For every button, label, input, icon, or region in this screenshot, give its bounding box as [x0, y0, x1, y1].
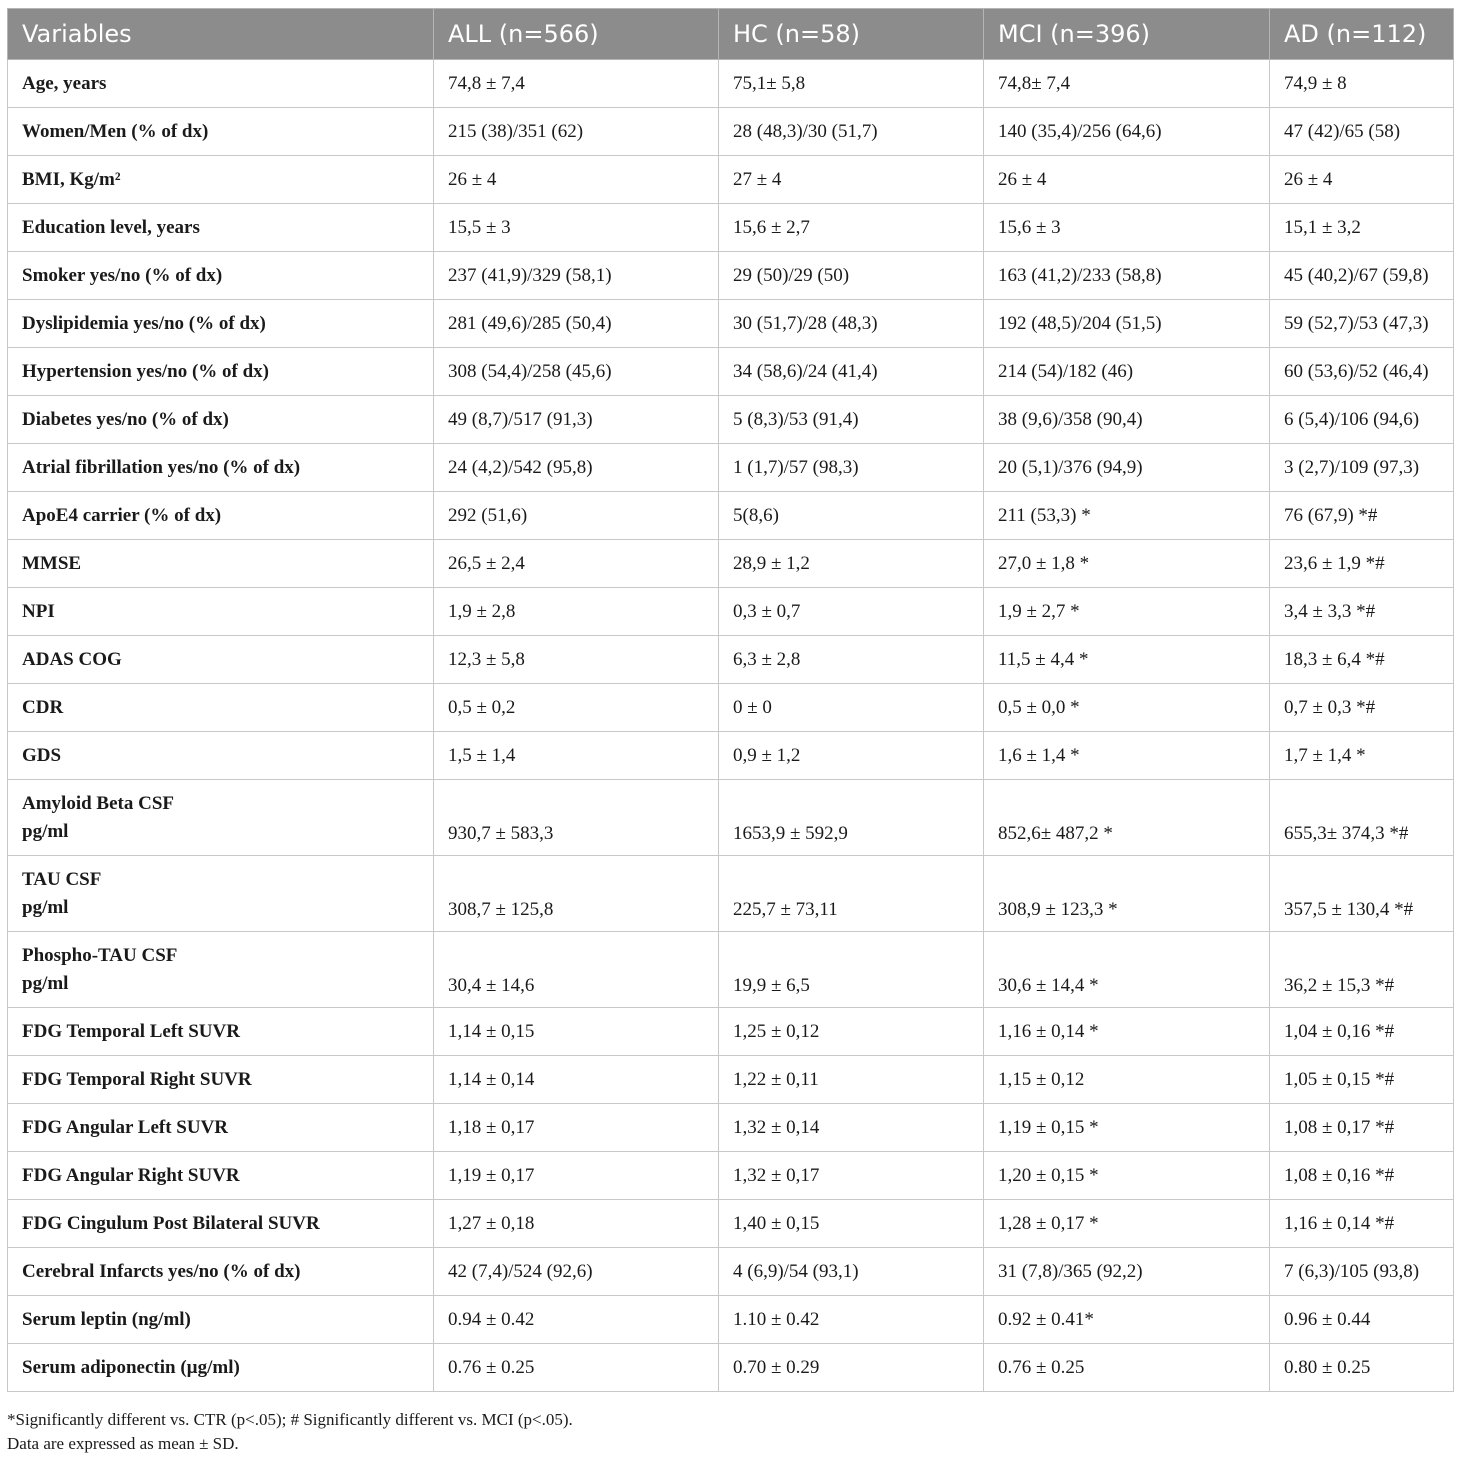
table-row: [8, 444, 1454, 492]
cell-hc: 5(8,6): [719, 492, 984, 540]
cell-ad: 74,9 ± 8: [1270, 60, 1454, 108]
cell-mci: 1,28 ± 0,17 *: [984, 1200, 1270, 1248]
row-label-text: FDG Angular Right SUVR: [22, 1164, 240, 1186]
cell-hc: 5 (8,3)/53 (91,4): [719, 396, 984, 444]
table-row: [8, 252, 1454, 300]
row-label-text: FDG Cingulum Post Bilateral SUVR: [22, 1212, 320, 1234]
cell-hc: 1,32 ± 0,14: [719, 1104, 984, 1152]
table-header: [8, 9, 1454, 60]
cell-hc: 1,25 ± 0,12: [719, 1008, 984, 1056]
cell-hc: 34 (58,6)/24 (41,4): [719, 348, 984, 396]
header-ad: AD (n=112): [1270, 9, 1454, 60]
table-row: [8, 1344, 1454, 1392]
row-label-text: ADAS COG: [22, 648, 122, 670]
cell-hc: 15,6 ± 2,7: [719, 204, 984, 252]
table-row: [8, 492, 1454, 540]
cell-hc: 28 (48,3)/30 (51,7): [719, 108, 984, 156]
cell-hc: 30 (51,7)/28 (48,3): [719, 300, 984, 348]
cell-mci: 0.76 ± 0.25: [984, 1344, 1270, 1392]
row-label-text: Age, years: [22, 72, 107, 94]
row-label-text: Women/Men (% of dx): [22, 120, 209, 142]
row-label-text: FDG Temporal Left SUVR: [22, 1020, 240, 1042]
row-label: [8, 348, 434, 396]
row-label: [8, 684, 434, 732]
cell-all: 15,5 ± 3: [434, 204, 719, 252]
cell-all: 292 (51,6): [434, 492, 719, 540]
table-footnotes: [7, 1408, 573, 1456]
footnote-data-format: Data are expressed as mean ± SD.: [7, 1434, 239, 1453]
cell-ad: 1,08 ± 0,17 *#: [1270, 1104, 1454, 1152]
row-label: [8, 1152, 434, 1200]
cell-all: 1,14 ± 0,14: [434, 1056, 719, 1104]
row-label: [8, 492, 434, 540]
row-label: [8, 540, 434, 588]
cell-mci: 1,19 ± 0,15 *: [984, 1104, 1270, 1152]
header-hc: HC (n=58): [719, 9, 984, 60]
cell-mci: 11,5 ± 4,4 *: [984, 636, 1270, 684]
cell-all: 237 (41,9)/329 (58,1): [434, 252, 719, 300]
cell-mci: 1,20 ± 0,15 *: [984, 1152, 1270, 1200]
cell-all: 42 (7,4)/524 (92,6): [434, 1248, 719, 1296]
cell-hc: 0,3 ± 0,7: [719, 588, 984, 636]
cell-mci: 163 (41,2)/233 (58,8): [984, 252, 1270, 300]
cell-mci: 1,9 ± 2,7 *: [984, 588, 1270, 636]
cell-all: 0.76 ± 0.25: [434, 1344, 719, 1392]
row-label-unit: pg/ml: [22, 972, 69, 994]
cell-hc: 1.10 ± 0.42: [719, 1296, 984, 1344]
row-label: [8, 732, 434, 780]
cell-all: 24 (4,2)/542 (95,8): [434, 444, 719, 492]
cell-hc: 4 (6,9)/54 (93,1): [719, 1248, 984, 1296]
cell-ad: 0.96 ± 0.44: [1270, 1296, 1454, 1344]
cell-all: 74,8 ± 7,4: [434, 60, 719, 108]
cell-ad: 18,3 ± 6,4 *#: [1270, 636, 1454, 684]
table-body: [8, 60, 1454, 1392]
cell-mci: 214 (54)/182 (46): [984, 348, 1270, 396]
row-label-text: Amyloid Beta CSF: [22, 792, 174, 814]
cell-ad: 3,4 ± 3,3 *#: [1270, 588, 1454, 636]
row-label-text: Atrial fibrillation yes/no (% of dx): [22, 456, 301, 478]
cell-all: 1,27 ± 0,18: [434, 1200, 719, 1248]
cell-ad: 0,7 ± 0,3 *#: [1270, 684, 1454, 732]
cell-hc: 19,9 ± 6,5: [719, 932, 984, 1008]
cell-ad: 26 ± 4: [1270, 156, 1454, 204]
cell-ad: 36,2 ± 15,3 *#: [1270, 932, 1454, 1008]
table-row: [8, 732, 1454, 780]
cell-mci: 140 (35,4)/256 (64,6): [984, 108, 1270, 156]
cell-ad: 47 (42)/65 (58): [1270, 108, 1454, 156]
cell-all: 215 (38)/351 (62): [434, 108, 719, 156]
table-row: [8, 300, 1454, 348]
table-row: [8, 1056, 1454, 1104]
table-row: [8, 396, 1454, 444]
header-mci: MCI (n=396): [984, 9, 1270, 60]
row-label-unit: pg/ml: [22, 896, 69, 918]
table-row: [8, 1152, 1454, 1200]
row-label: [8, 1008, 434, 1056]
cell-ad: 357,5 ± 130,4 *#: [1270, 856, 1454, 932]
row-label-text: Hypertension yes/no (% of dx): [22, 360, 269, 382]
cell-hc: 28,9 ± 1,2: [719, 540, 984, 588]
row-label: [8, 252, 434, 300]
cell-mci: 15,6 ± 3: [984, 204, 1270, 252]
cell-mci: 38 (9,6)/358 (90,4): [984, 396, 1270, 444]
cell-mci: 27,0 ± 1,8 *: [984, 540, 1270, 588]
cell-mci: 211 (53,3) *: [984, 492, 1270, 540]
row-label-text: Smoker yes/no (% of dx): [22, 264, 223, 286]
cell-ad: 59 (52,7)/53 (47,3): [1270, 300, 1454, 348]
cell-ad: 1,04 ± 0,16 *#: [1270, 1008, 1454, 1056]
cell-hc: 1653,9 ± 592,9: [719, 780, 984, 856]
header-all: ALL (n=566): [434, 9, 719, 60]
cell-all: 26,5 ± 2,4: [434, 540, 719, 588]
cell-mci: 74,8± 7,4: [984, 60, 1270, 108]
row-label: [8, 1248, 434, 1296]
row-label: [8, 396, 434, 444]
table-row: [8, 1008, 1454, 1056]
cell-hc: 1,32 ± 0,17: [719, 1152, 984, 1200]
row-label-text: GDS: [22, 744, 62, 766]
row-label: [8, 1296, 434, 1344]
row-label-text: Serum leptin (ng/ml): [22, 1308, 191, 1330]
row-label-text: Diabetes yes/no (% of dx): [22, 408, 229, 430]
row-label-text: MMSE: [22, 552, 82, 574]
row-label-text: Serum adiponectin (µg/ml): [22, 1356, 240, 1378]
footnote-significance: *Significantly different vs. CTR (p<.05); # Significantly different vs. MCI (p<.05).: [7, 1410, 573, 1429]
cell-mci: 1,15 ± 0,12: [984, 1056, 1270, 1104]
row-label-text: CDR: [22, 696, 64, 718]
table-row: [8, 1296, 1454, 1344]
row-label-text: ApoE4 carrier (% of dx): [22, 504, 222, 526]
row-label-text: BMI, Kg/m²: [22, 168, 121, 190]
row-label: [8, 780, 434, 856]
table-row: [8, 932, 1454, 1008]
cell-mci: 1,16 ± 0,14 *: [984, 1008, 1270, 1056]
table-row: [8, 108, 1454, 156]
row-label-text: NPI: [22, 600, 55, 622]
cell-hc: 75,1± 5,8: [719, 60, 984, 108]
row-label: [8, 204, 434, 252]
row-label: [8, 1200, 434, 1248]
cell-hc: 1,40 ± 0,15: [719, 1200, 984, 1248]
row-label-text: Cerebral Infarcts yes/no (% of dx): [22, 1260, 301, 1282]
cell-hc: 27 ± 4: [719, 156, 984, 204]
cell-ad: 1,05 ± 0,15 *#: [1270, 1056, 1454, 1104]
cell-all: 308,7 ± 125,8: [434, 856, 719, 932]
cell-all: 1,9 ± 2,8: [434, 588, 719, 636]
cell-mci: 852,6± 487,2 *: [984, 780, 1270, 856]
row-label: [8, 444, 434, 492]
row-label: [8, 1344, 434, 1392]
cell-ad: 23,6 ± 1,9 *#: [1270, 540, 1454, 588]
cell-all: 281 (49,6)/285 (50,4): [434, 300, 719, 348]
cell-hc: 6,3 ± 2,8: [719, 636, 984, 684]
table-row: [8, 1200, 1454, 1248]
cell-ad: 76 (67,9) *#: [1270, 492, 1454, 540]
cell-ad: 0.80 ± 0.25: [1270, 1344, 1454, 1392]
table-row: [8, 204, 1454, 252]
table-row: [8, 60, 1454, 108]
table-row: [8, 588, 1454, 636]
header-row: [8, 9, 1454, 60]
row-label: [8, 1056, 434, 1104]
cell-all: 12,3 ± 5,8: [434, 636, 719, 684]
cell-all: 308 (54,4)/258 (45,6): [434, 348, 719, 396]
cell-ad: 1,7 ± 1,4 *: [1270, 732, 1454, 780]
table-row: [8, 348, 1454, 396]
table-row: [8, 1248, 1454, 1296]
cell-all: 1,18 ± 0,17: [434, 1104, 719, 1152]
header-variables: Variables: [8, 9, 434, 60]
table-row: [8, 636, 1454, 684]
cell-all: 1,5 ± 1,4: [434, 732, 719, 780]
row-label: [8, 932, 434, 1008]
demographics-table: [7, 8, 1454, 1392]
row-label-text: Phospho-TAU CSF: [22, 944, 178, 966]
cell-hc: 225,7 ± 73,11: [719, 856, 984, 932]
table-container: [7, 8, 1453, 1392]
cell-hc: 0,9 ± 1,2: [719, 732, 984, 780]
row-label-text: Education level, years: [22, 216, 200, 238]
cell-mci: 30,6 ± 14,4 *: [984, 932, 1270, 1008]
table-row: [8, 780, 1454, 856]
cell-mci: 26 ± 4: [984, 156, 1270, 204]
row-label: [8, 856, 434, 932]
row-label: [8, 300, 434, 348]
cell-all: 0,5 ± 0,2: [434, 684, 719, 732]
row-label-text: FDG Angular Left SUVR: [22, 1116, 229, 1138]
table-row: [8, 684, 1454, 732]
cell-ad: 1,08 ± 0,16 *#: [1270, 1152, 1454, 1200]
cell-all: 1,14 ± 0,15: [434, 1008, 719, 1056]
cell-ad: 7 (6,3)/105 (93,8): [1270, 1248, 1454, 1296]
row-label-text: FDG Temporal Right SUVR: [22, 1068, 252, 1090]
row-label: [8, 588, 434, 636]
row-label: [8, 156, 434, 204]
table-row: [8, 156, 1454, 204]
cell-mci: 0.92 ± 0.41*: [984, 1296, 1270, 1344]
cell-mci: 192 (48,5)/204 (51,5): [984, 300, 1270, 348]
cell-mci: 0,5 ± 0,0 *: [984, 684, 1270, 732]
table-row: [8, 856, 1454, 932]
cell-hc: 0 ± 0: [719, 684, 984, 732]
cell-ad: 15,1 ± 3,2: [1270, 204, 1454, 252]
cell-ad: 45 (40,2)/67 (59,8): [1270, 252, 1454, 300]
cell-all: 30,4 ± 14,6: [434, 932, 719, 1008]
cell-ad: 3 (2,7)/109 (97,3): [1270, 444, 1454, 492]
cell-mci: 308,9 ± 123,3 *: [984, 856, 1270, 932]
cell-all: 930,7 ± 583,3: [434, 780, 719, 856]
row-label-unit: pg/ml: [22, 820, 69, 842]
cell-all: 1,19 ± 0,17: [434, 1152, 719, 1200]
cell-ad: 1,16 ± 0,14 *#: [1270, 1200, 1454, 1248]
row-label: [8, 636, 434, 684]
row-label-text: Dyslipidemia yes/no (% of dx): [22, 312, 266, 334]
table-row: [8, 540, 1454, 588]
cell-ad: 6 (5,4)/106 (94,6): [1270, 396, 1454, 444]
cell-hc: 0.70 ± 0.29: [719, 1344, 984, 1392]
row-label: [8, 60, 434, 108]
cell-mci: 20 (5,1)/376 (94,9): [984, 444, 1270, 492]
cell-ad: 655,3± 374,3 *#: [1270, 780, 1454, 856]
table-row: [8, 1104, 1454, 1152]
row-label-text: TAU CSF: [22, 868, 102, 890]
cell-mci: 31 (7,8)/365 (92,2): [984, 1248, 1270, 1296]
cell-hc: 1 (1,7)/57 (98,3): [719, 444, 984, 492]
row-label: [8, 108, 434, 156]
cell-all: 0.94 ± 0.42: [434, 1296, 719, 1344]
row-label: [8, 1104, 434, 1152]
cell-hc: 1,22 ± 0,11: [719, 1056, 984, 1104]
cell-all: 26 ± 4: [434, 156, 719, 204]
cell-ad: 60 (53,6)/52 (46,4): [1270, 348, 1454, 396]
cell-mci: 1,6 ± 1,4 *: [984, 732, 1270, 780]
cell-hc: 29 (50)/29 (50): [719, 252, 984, 300]
cell-all: 49 (8,7)/517 (91,3): [434, 396, 719, 444]
